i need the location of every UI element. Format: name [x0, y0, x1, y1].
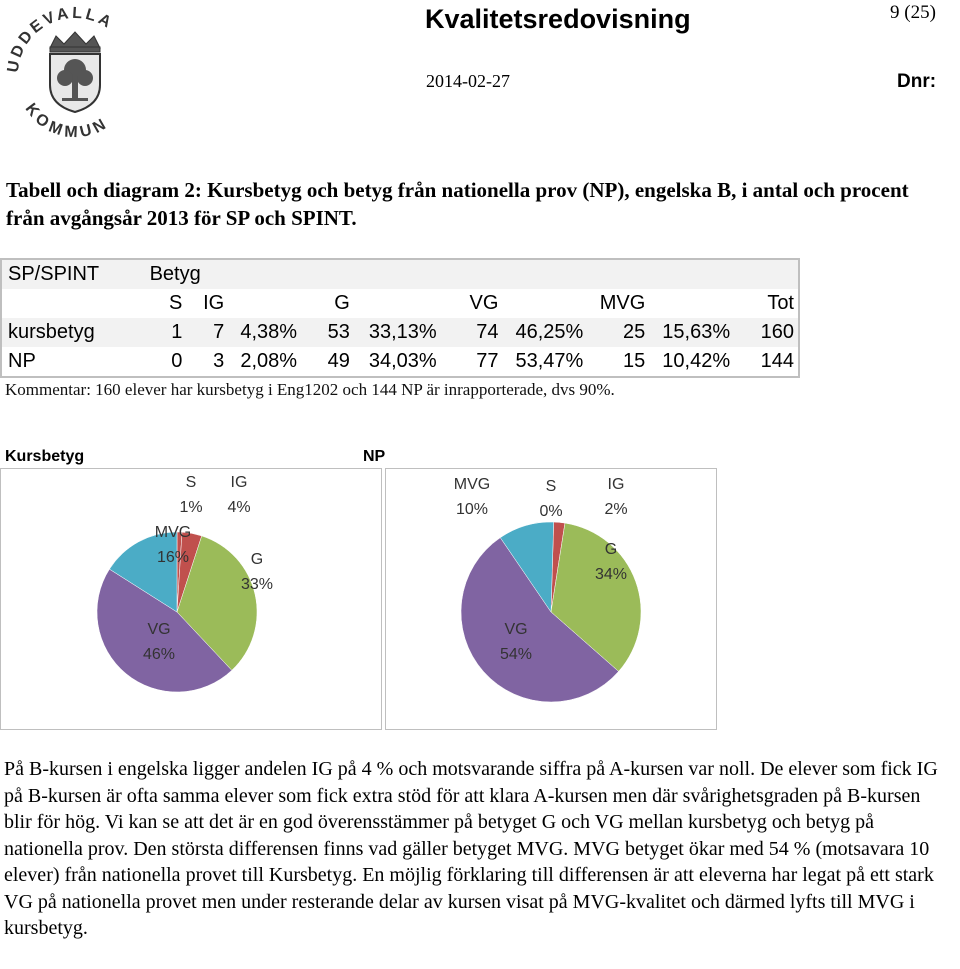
table-group-header: Betyg — [144, 259, 799, 289]
table-header-row — [1, 259, 799, 289]
table-cell: 74 — [441, 318, 503, 347]
crown-icon — [50, 32, 100, 52]
pie-label-name: G — [250, 551, 264, 568]
table-cell: 15,63% — [649, 318, 734, 347]
table-cell: 7 — [186, 318, 228, 347]
pie-label-name: MVG — [453, 476, 491, 493]
grades-table — [0, 258, 800, 378]
chart-frame-kursbetyg — [0, 468, 382, 730]
pie-label-name: VG — [147, 621, 171, 638]
pie-label-value: 54% — [499, 646, 533, 663]
table-cell: 34,03% — [354, 347, 441, 377]
column-header: S — [168, 292, 183, 314]
table-corner-cell: SP/SPINT — [1, 259, 144, 289]
pie-label-name: S — [185, 474, 197, 491]
logo-text-top: UDDEVALLA — [4, 4, 117, 74]
body-paragraph: På B-kursen i engelska ligger andelen IG på 4 % och motsvarande siffra på A-kursen var noll. De elever som fick IG på B-kursen är ofta samma elever som fick extra stöd för att klara A-kursen men där svårighetsgraden på B-kursen blir för hög. Vi kan se att det är en god överensstämmer på betyget G och VG mellan kursbetyg och betyg på nationella prov. Den största differensen finns vad gäller betyget MVG. MVG betyget ökar med 54 % (motsavara 10 elever) från nationella provet till Kursbetyg. En möjlig förklaring till differensen är att eleverna har legat på ett stark VG på nationella provet men under resterande delar av kursen visat på MVG-kvalitet och därmed lyfts till MVG i kursbetyg. — [4, 758, 938, 939]
table-row — [1, 347, 799, 377]
column-header: IG — [203, 292, 225, 314]
table-cell: 53 — [301, 318, 354, 347]
table-cell: 160 — [734, 318, 799, 347]
column-header: G — [334, 292, 350, 314]
chart-title-np: NP — [363, 448, 386, 465]
document-date: 2014-02-27 — [426, 71, 510, 91]
pie-label-name: IG — [607, 476, 625, 493]
logo-text-bottom: KOMMUN — [21, 100, 113, 142]
pie-label-value: 34% — [594, 566, 628, 583]
column-header: Tot — [734, 289, 799, 318]
table-cell: 3 — [186, 347, 228, 377]
table-cell: 4,38% — [228, 318, 301, 347]
pie-label-value: 0% — [539, 503, 563, 520]
pie-label-name: S — [545, 478, 557, 495]
pie-label-value: 2% — [604, 501, 628, 518]
pie-label-name: MVG — [154, 524, 192, 541]
municipality-logo — [0, 0, 150, 150]
row-label: NP — [1, 347, 144, 377]
pie-label-value: 4% — [227, 499, 251, 516]
table-cell: 77 — [441, 347, 503, 377]
dnr-label: Dnr: — [897, 71, 937, 92]
table-comment: Kommentar: 160 elever har kursbetyg i Eng1202 och 144 NP är inrapporterade, dvs 90%. — [5, 380, 615, 399]
pie-label-value: 33% — [240, 576, 274, 593]
table-cell: 46,25% — [502, 318, 587, 347]
column-header: VG — [469, 292, 499, 314]
table-cell: 33,13% — [354, 318, 441, 347]
column-header: MVG — [599, 292, 646, 314]
chart-frame-np — [385, 468, 717, 730]
table-cell: 1 — [144, 318, 187, 347]
table-cell: 0 — [144, 347, 187, 377]
pie-label-name: VG — [504, 621, 528, 638]
pie-chart-np — [386, 469, 716, 729]
pie-label-value: 1% — [179, 499, 203, 516]
table-column-row — [1, 289, 799, 318]
table-cell: 144 — [734, 347, 799, 377]
row-label: kursbetyg — [1, 318, 144, 347]
page-number: 9 (25) — [890, 2, 936, 23]
pie-label-name: IG — [230, 474, 248, 491]
document-title: Kvalitetsredovisning — [425, 4, 691, 34]
table-cell: 25 — [587, 318, 649, 347]
table-cell: 10,42% — [649, 347, 734, 377]
table-row — [1, 318, 799, 347]
table-cell: 15 — [587, 347, 649, 377]
table-cell: 49 — [301, 347, 354, 377]
table-caption: Tabell och diagram 2: Kursbetyg och betyg från nationella prov (NP), engelska B, i antal och procent från avgångsår 2013 för SP och SPINT. — [6, 178, 909, 230]
pie-label-value: 10% — [455, 501, 489, 518]
pie-label-name: G — [604, 541, 618, 558]
chart-title-kursbetyg: Kursbetyg — [5, 448, 85, 465]
pie-label-value: 16% — [156, 549, 190, 566]
pie-chart-kursbetyg — [1, 469, 381, 729]
table-cell: 2,08% — [228, 347, 301, 377]
table-cell: 53,47% — [502, 347, 587, 377]
pie-label-value: 46% — [142, 646, 176, 663]
